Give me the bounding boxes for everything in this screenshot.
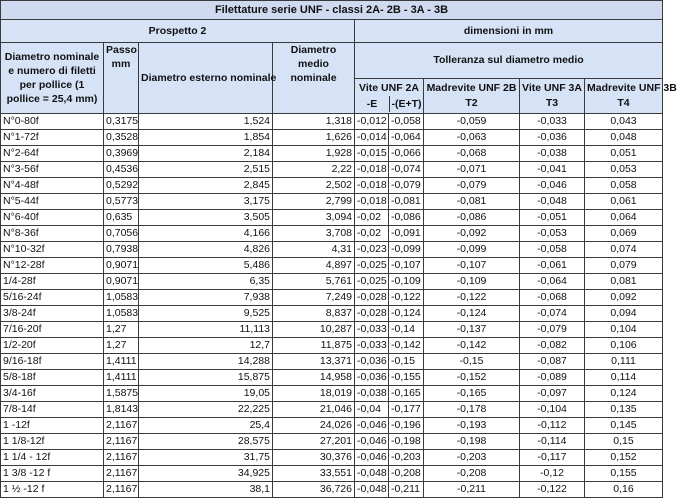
cell-vite-2a-e: -0,046 [355,418,389,434]
cell-madrevite-2b-t2: -0,099 [424,242,520,258]
cell-vite-3a-t3: -0,074 [520,306,585,322]
header-vite-2a-label: Vite UNF 2A [359,82,419,94]
cell-madrevite-3b-t4: 0,051 [585,146,663,162]
cell-designazione: 3/8-24f [1,306,104,322]
cell-vite-3a-t3: -0,053 [520,226,585,242]
cell-diametro-medio: 36,726 [273,482,355,498]
cell-passo: 0,635 [104,210,139,226]
cell-vite-3a-t3: -0,036 [520,130,585,146]
cell-madrevite-3b-t4: 0,111 [585,354,663,370]
cell-madrevite-2b-t2: -0,086 [424,210,520,226]
cell-diametro-esterno: 9,525 [139,306,273,322]
cell-madrevite-3b-t4: 0,124 [585,386,663,402]
cell-diametro-esterno: 31,75 [139,450,273,466]
cell-passo: 0,3175 [104,114,139,130]
cell-designazione: N°6-40f [1,210,104,226]
cell-diametro-medio: 30,376 [273,450,355,466]
cell-madrevite-2b-t2: -0,107 [424,258,520,274]
cell-designazione: N°12-28f [1,258,104,274]
cell-diametro-esterno: 1,854 [139,130,273,146]
table-row [1,274,663,290]
header-passo: Passo mm [104,43,139,114]
cell-diametro-esterno: 3,505 [139,210,273,226]
cell-vite-2a-et: -0,211 [389,482,424,498]
cell-vite-2a-et: -0,091 [389,226,424,242]
cell-vite-2a-et: -0,074 [389,162,424,178]
cell-madrevite-2b-t2: -0,211 [424,482,520,498]
table-row [1,290,663,306]
cell-vite-3a-t3: -0,104 [520,402,585,418]
cell-madrevite-3b-t4: 0,064 [585,210,663,226]
cell-passo: 0,4536 [104,162,139,178]
cell-vite-2a-et: -0,066 [389,146,424,162]
cell-madrevite-2b-t2: -0,122 [424,290,520,306]
cell-diametro-esterno: 7,938 [139,290,273,306]
cell-vite-3a-t3: -0,041 [520,162,585,178]
cell-vite-3a-t3: -0,048 [520,194,585,210]
cell-passo: 2,1167 [104,418,139,434]
cell-passo: 1,4111 [104,354,139,370]
cell-diametro-esterno: 38,1 [139,482,273,498]
cell-designazione: N°0-80f [1,114,104,130]
cell-madrevite-3b-t4: 0,155 [585,466,663,482]
header-madrevite-3b-sub: T4 [617,97,630,109]
cell-vite-2a-e: -0,025 [355,274,389,290]
cell-passo: 2,1167 [104,434,139,450]
cell-vite-2a-e: -0,014 [355,130,389,146]
cell-vite-2a-e: -0,02 [355,210,389,226]
cell-vite-2a-et: -0,081 [389,194,424,210]
cell-madrevite-2b-t2: -0,203 [424,450,520,466]
table-row [1,354,663,370]
cell-passo: 1,0583 [104,306,139,322]
cell-madrevite-2b-t2: -0,142 [424,338,520,354]
cell-designazione: 1/4-28f [1,274,104,290]
cell-diametro-medio: 2,799 [273,194,355,210]
table-row [1,370,663,386]
dimensioni-label: dimensioni in mm [355,20,663,43]
cell-vite-2a-e: -0,018 [355,194,389,210]
cell-diametro-esterno: 15,875 [139,370,273,386]
cell-diametro-medio: 13,371 [273,354,355,370]
cell-vite-2a-e: -0,012 [355,114,389,130]
cell-madrevite-3b-t4: 0,16 [585,482,663,498]
cell-diametro-medio: 14,958 [273,370,355,386]
cell-vite-2a-e: -0,018 [355,178,389,194]
cell-diametro-medio: 24,026 [273,418,355,434]
header-tolleranza: Tolleranza sul diametro medio [355,43,663,79]
header-diametro-esterno: Diametro esterno nominale [139,43,273,114]
table-row [1,322,663,338]
cell-madrevite-3b-t4: 0,074 [585,242,663,258]
cell-vite-2a-e: -0,025 [355,258,389,274]
cell-vite-2a-e: -0,038 [355,386,389,402]
cell-vite-2a-e: -0,015 [355,146,389,162]
cell-madrevite-3b-t4: 0,114 [585,370,663,386]
cell-vite-2a-et: -0,142 [389,338,424,354]
cell-diametro-medio: 1,626 [273,130,355,146]
cell-madrevite-2b-t2: -0,165 [424,386,520,402]
cell-madrevite-3b-t4: 0,094 [585,306,663,322]
table-row [1,306,663,322]
cell-vite-3a-t3: -0,051 [520,210,585,226]
cell-diametro-esterno: 11,113 [139,322,273,338]
header-diametro-nominale: Diametro nominale e numero di filetti per pollice (1 pollice = 25,4 mm) [1,43,104,114]
cell-madrevite-3b-t4: 0,135 [585,402,663,418]
cell-diametro-medio: 1,928 [273,146,355,162]
header-madrevite-3b-label: Madrevite UNF 3B [587,82,677,94]
cell-designazione: 5/16-24f [1,290,104,306]
cell-designazione: N°8-36f [1,226,104,242]
cell-vite-2a-e: -0,033 [355,322,389,338]
header-diametro-medio: Diametro medio nominale [273,43,355,114]
table-row [1,242,663,258]
cell-madrevite-2b-t2: -0,124 [424,306,520,322]
cell-madrevite-3b-t4: 0,061 [585,194,663,210]
cell-diametro-esterno: 25,4 [139,418,273,434]
cell-designazione: 9/16-18f [1,354,104,370]
header-vite-3a [520,79,585,114]
cell-vite-2a-e: -0,046 [355,434,389,450]
cell-madrevite-2b-t2: -0,063 [424,130,520,146]
cell-vite-2a-et: -0,14 [389,322,424,338]
cell-vite-3a-t3: -0,038 [520,146,585,162]
cell-passo: 1,27 [104,338,139,354]
cell-diametro-esterno: 3,175 [139,194,273,210]
cell-diametro-medio: 1,318 [273,114,355,130]
cell-vite-3a-t3: -0,046 [520,178,585,194]
cell-madrevite-2b-t2: -0,152 [424,370,520,386]
header-vite-2a-et: -(E+T) [389,96,423,112]
cell-madrevite-2b-t2: -0,081 [424,194,520,210]
cell-madrevite-3b-t4: 0,15 [585,434,663,450]
cell-vite-2a-e: -0,02 [355,226,389,242]
cell-diametro-medio: 5,761 [273,274,355,290]
header-madrevite-3b [585,79,677,114]
header-vite-3a-sub: T3 [545,97,559,109]
cell-diametro-esterno: 5,486 [139,258,273,274]
cell-madrevite-3b-t4: 0,104 [585,322,663,338]
cell-vite-2a-et: -0,107 [389,258,424,274]
cell-diametro-medio: 27,201 [273,434,355,450]
cell-madrevite-3b-t4: 0,079 [585,258,663,274]
table-row [1,178,663,194]
cell-vite-3a-t3: -0,122 [520,482,585,498]
header-vite-2a-e: -E [366,98,378,110]
cell-vite-2a-et: -0,124 [389,306,424,322]
cell-passo: 1,0583 [104,290,139,306]
cell-vite-2a-e: -0,028 [355,290,389,306]
cell-vite-2a-et: -0,122 [389,290,424,306]
cell-diametro-esterno: 2,845 [139,178,273,194]
cell-madrevite-2b-t2: -0,15 [424,354,520,370]
table-row [1,450,663,466]
cell-passo: 0,3528 [104,130,139,146]
cell-madrevite-3b-t4: 0,092 [585,290,663,306]
cell-designazione: N°4-48f [1,178,104,194]
table-row [1,466,663,482]
table-row [1,258,663,274]
cell-designazione: N°5-44f [1,194,104,210]
cell-diametro-esterno: 34,925 [139,466,273,482]
cell-passo: 0,5292 [104,178,139,194]
table-row [1,146,663,162]
cell-vite-2a-et: -0,203 [389,450,424,466]
cell-diametro-medio: 11,875 [273,338,355,354]
cell-vite-2a-et: -0,099 [389,242,424,258]
cell-vite-3a-t3: -0,12 [520,466,585,482]
cell-diametro-esterno: 2,515 [139,162,273,178]
cell-vite-2a-e: -0,048 [355,466,389,482]
table-row [1,114,663,130]
cell-vite-2a-et: -0,15 [389,354,424,370]
cell-madrevite-2b-t2: -0,079 [424,178,520,194]
cell-madrevite-3b-t4: 0,081 [585,274,663,290]
cell-diametro-medio: 2,22 [273,162,355,178]
cell-designazione: 1 ½ -12 f [1,482,104,498]
cell-madrevite-2b-t2: -0,059 [424,114,520,130]
cell-vite-3a-t3: -0,064 [520,274,585,290]
table-row [1,482,663,498]
cell-passo: 2,1167 [104,450,139,466]
cell-designazione: 5/8-18f [1,370,104,386]
cell-passo: 1,27 [104,322,139,338]
cell-designazione: 1 -12f [1,418,104,434]
cell-diametro-medio: 4,31 [273,242,355,258]
table-row [1,162,663,178]
cell-diametro-esterno: 28,575 [139,434,273,450]
cell-vite-3a-t3: -0,061 [520,258,585,274]
cell-passo: 0,3969 [104,146,139,162]
cell-vite-3a-t3: -0,117 [520,450,585,466]
cell-designazione: 3/4-16f [1,386,104,402]
cell-vite-2a-e: -0,033 [355,338,389,354]
cell-vite-2a-e: -0,048 [355,482,389,498]
cell-madrevite-2b-t2: -0,178 [424,402,520,418]
table-row [1,194,663,210]
cell-passo: 0,7938 [104,242,139,258]
cell-madrevite-2b-t2: -0,198 [424,434,520,450]
cell-vite-2a-et: -0,208 [389,466,424,482]
cell-diametro-medio: 3,708 [273,226,355,242]
cell-vite-2a-e: -0,036 [355,354,389,370]
prospetto-label: Prospetto 2 [1,20,355,43]
cell-vite-3a-t3: -0,082 [520,338,585,354]
cell-vite-3a-t3: -0,068 [520,290,585,306]
cell-vite-3a-t3: -0,112 [520,418,585,434]
cell-vite-2a-et: -0,109 [389,274,424,290]
cell-vite-2a-et: -0,086 [389,210,424,226]
cell-madrevite-2b-t2: -0,109 [424,274,520,290]
cell-diametro-esterno: 14,288 [139,354,273,370]
cell-vite-2a-et: -0,058 [389,114,424,130]
cell-passo: 0,7056 [104,226,139,242]
table-row [1,386,663,402]
table-row [1,210,663,226]
table-row [1,402,663,418]
cell-diametro-esterno: 19,05 [139,386,273,402]
cell-diametro-esterno: 4,826 [139,242,273,258]
cell-diametro-medio: 7,249 [273,290,355,306]
cell-passo: 2,1167 [104,466,139,482]
cell-madrevite-2b-t2: -0,071 [424,162,520,178]
cell-diametro-medio: 21,046 [273,402,355,418]
header-vite-3a-label: Vite UNF 3A [522,82,582,94]
cell-vite-2a-et: -0,165 [389,386,424,402]
cell-vite-3a-t3: -0,114 [520,434,585,450]
cell-diametro-esterno: 12,7 [139,338,273,354]
cell-vite-3a-t3: -0,087 [520,354,585,370]
cell-madrevite-2b-t2: -0,092 [424,226,520,242]
cell-designazione: N°1-72f [1,130,104,146]
table-row [1,338,663,354]
cell-vite-2a-e: -0,028 [355,306,389,322]
cell-designazione: 1/2-20f [1,338,104,354]
cell-vite-2a-e: -0,046 [355,450,389,466]
cell-madrevite-2b-t2: -0,068 [424,146,520,162]
cell-passo: 0,9071 [104,274,139,290]
cell-diametro-medio: 3,094 [273,210,355,226]
cell-designazione: 7/16-20f [1,322,104,338]
cell-diametro-esterno: 1,524 [139,114,273,130]
cell-passo: 1,5875 [104,386,139,402]
cell-diametro-medio: 2,502 [273,178,355,194]
cell-madrevite-3b-t4: 0,043 [585,114,663,130]
cell-diametro-medio: 4,897 [273,258,355,274]
cell-madrevite-2b-t2: -0,193 [424,418,520,434]
cell-vite-2a-et: -0,064 [389,130,424,146]
cell-vite-2a-et: -0,177 [389,402,424,418]
cell-madrevite-3b-t4: 0,048 [585,130,663,146]
cell-diametro-medio: 18,019 [273,386,355,402]
table-row [1,418,663,434]
cell-vite-3a-t3: -0,058 [520,242,585,258]
cell-madrevite-3b-t4: 0,069 [585,226,663,242]
cell-madrevite-3b-t4: 0,058 [585,178,663,194]
header-madrevite-2b-label: Madrevite UNF 2B [426,82,517,94]
cell-vite-2a-et: -0,155 [389,370,424,386]
cell-designazione: 1 1/4 - 12f [1,450,104,466]
table-row [1,130,663,146]
cell-madrevite-3b-t4: 0,145 [585,418,663,434]
table-title: Filettature serie UNF - classi 2A- 2B - 3A - 3B [1,1,663,20]
cell-madrevite-3b-t4: 0,106 [585,338,663,354]
cell-diametro-esterno: 22,225 [139,402,273,418]
cell-vite-2a-e: -0,018 [355,162,389,178]
cell-diametro-medio: 33,551 [273,466,355,482]
cell-vite-3a-t3: -0,097 [520,386,585,402]
cell-passo: 2,1167 [104,482,139,498]
cell-diametro-esterno: 2,184 [139,146,273,162]
header-madrevite-2b [424,79,520,114]
cell-designazione: 1 1/8-12f [1,434,104,450]
cell-diametro-esterno: 6,35 [139,274,273,290]
cell-vite-3a-t3: -0,033 [520,114,585,130]
cell-designazione: 1 3/8 -12 f [1,466,104,482]
header-madrevite-2b-sub: T2 [465,97,478,109]
cell-designazione: N°2-64f [1,146,104,162]
cell-passo: 0,9071 [104,258,139,274]
cell-designazione: 7/8-14f [1,402,104,418]
cell-vite-2a-et: -0,196 [389,418,424,434]
cell-madrevite-3b-t4: 0,152 [585,450,663,466]
cell-vite-3a-t3: -0,089 [520,370,585,386]
cell-vite-2a-e: -0,04 [355,402,389,418]
cell-vite-2a-et: -0,079 [389,178,424,194]
cell-vite-2a-e: -0,036 [355,370,389,386]
cell-vite-2a-e: -0,023 [355,242,389,258]
cell-madrevite-2b-t2: -0,208 [424,466,520,482]
cell-passo: 1,8143 [104,402,139,418]
cell-vite-2a-et: -0,198 [389,434,424,450]
cell-passo: 1,4111 [104,370,139,386]
cell-designazione: N°3-56f [1,162,104,178]
cell-vite-3a-t3: -0,079 [520,322,585,338]
cell-madrevite-2b-t2: -0,137 [424,322,520,338]
cell-diametro-medio: 8,837 [273,306,355,322]
cell-passo: 0,5773 [104,194,139,210]
table-row [1,226,663,242]
header-vite-2a [355,79,424,114]
table-row [1,434,663,450]
cell-madrevite-3b-t4: 0,053 [585,162,663,178]
cell-diametro-esterno: 4,166 [139,226,273,242]
cell-designazione: N°10-32f [1,242,104,258]
cell-diametro-medio: 10,287 [273,322,355,338]
